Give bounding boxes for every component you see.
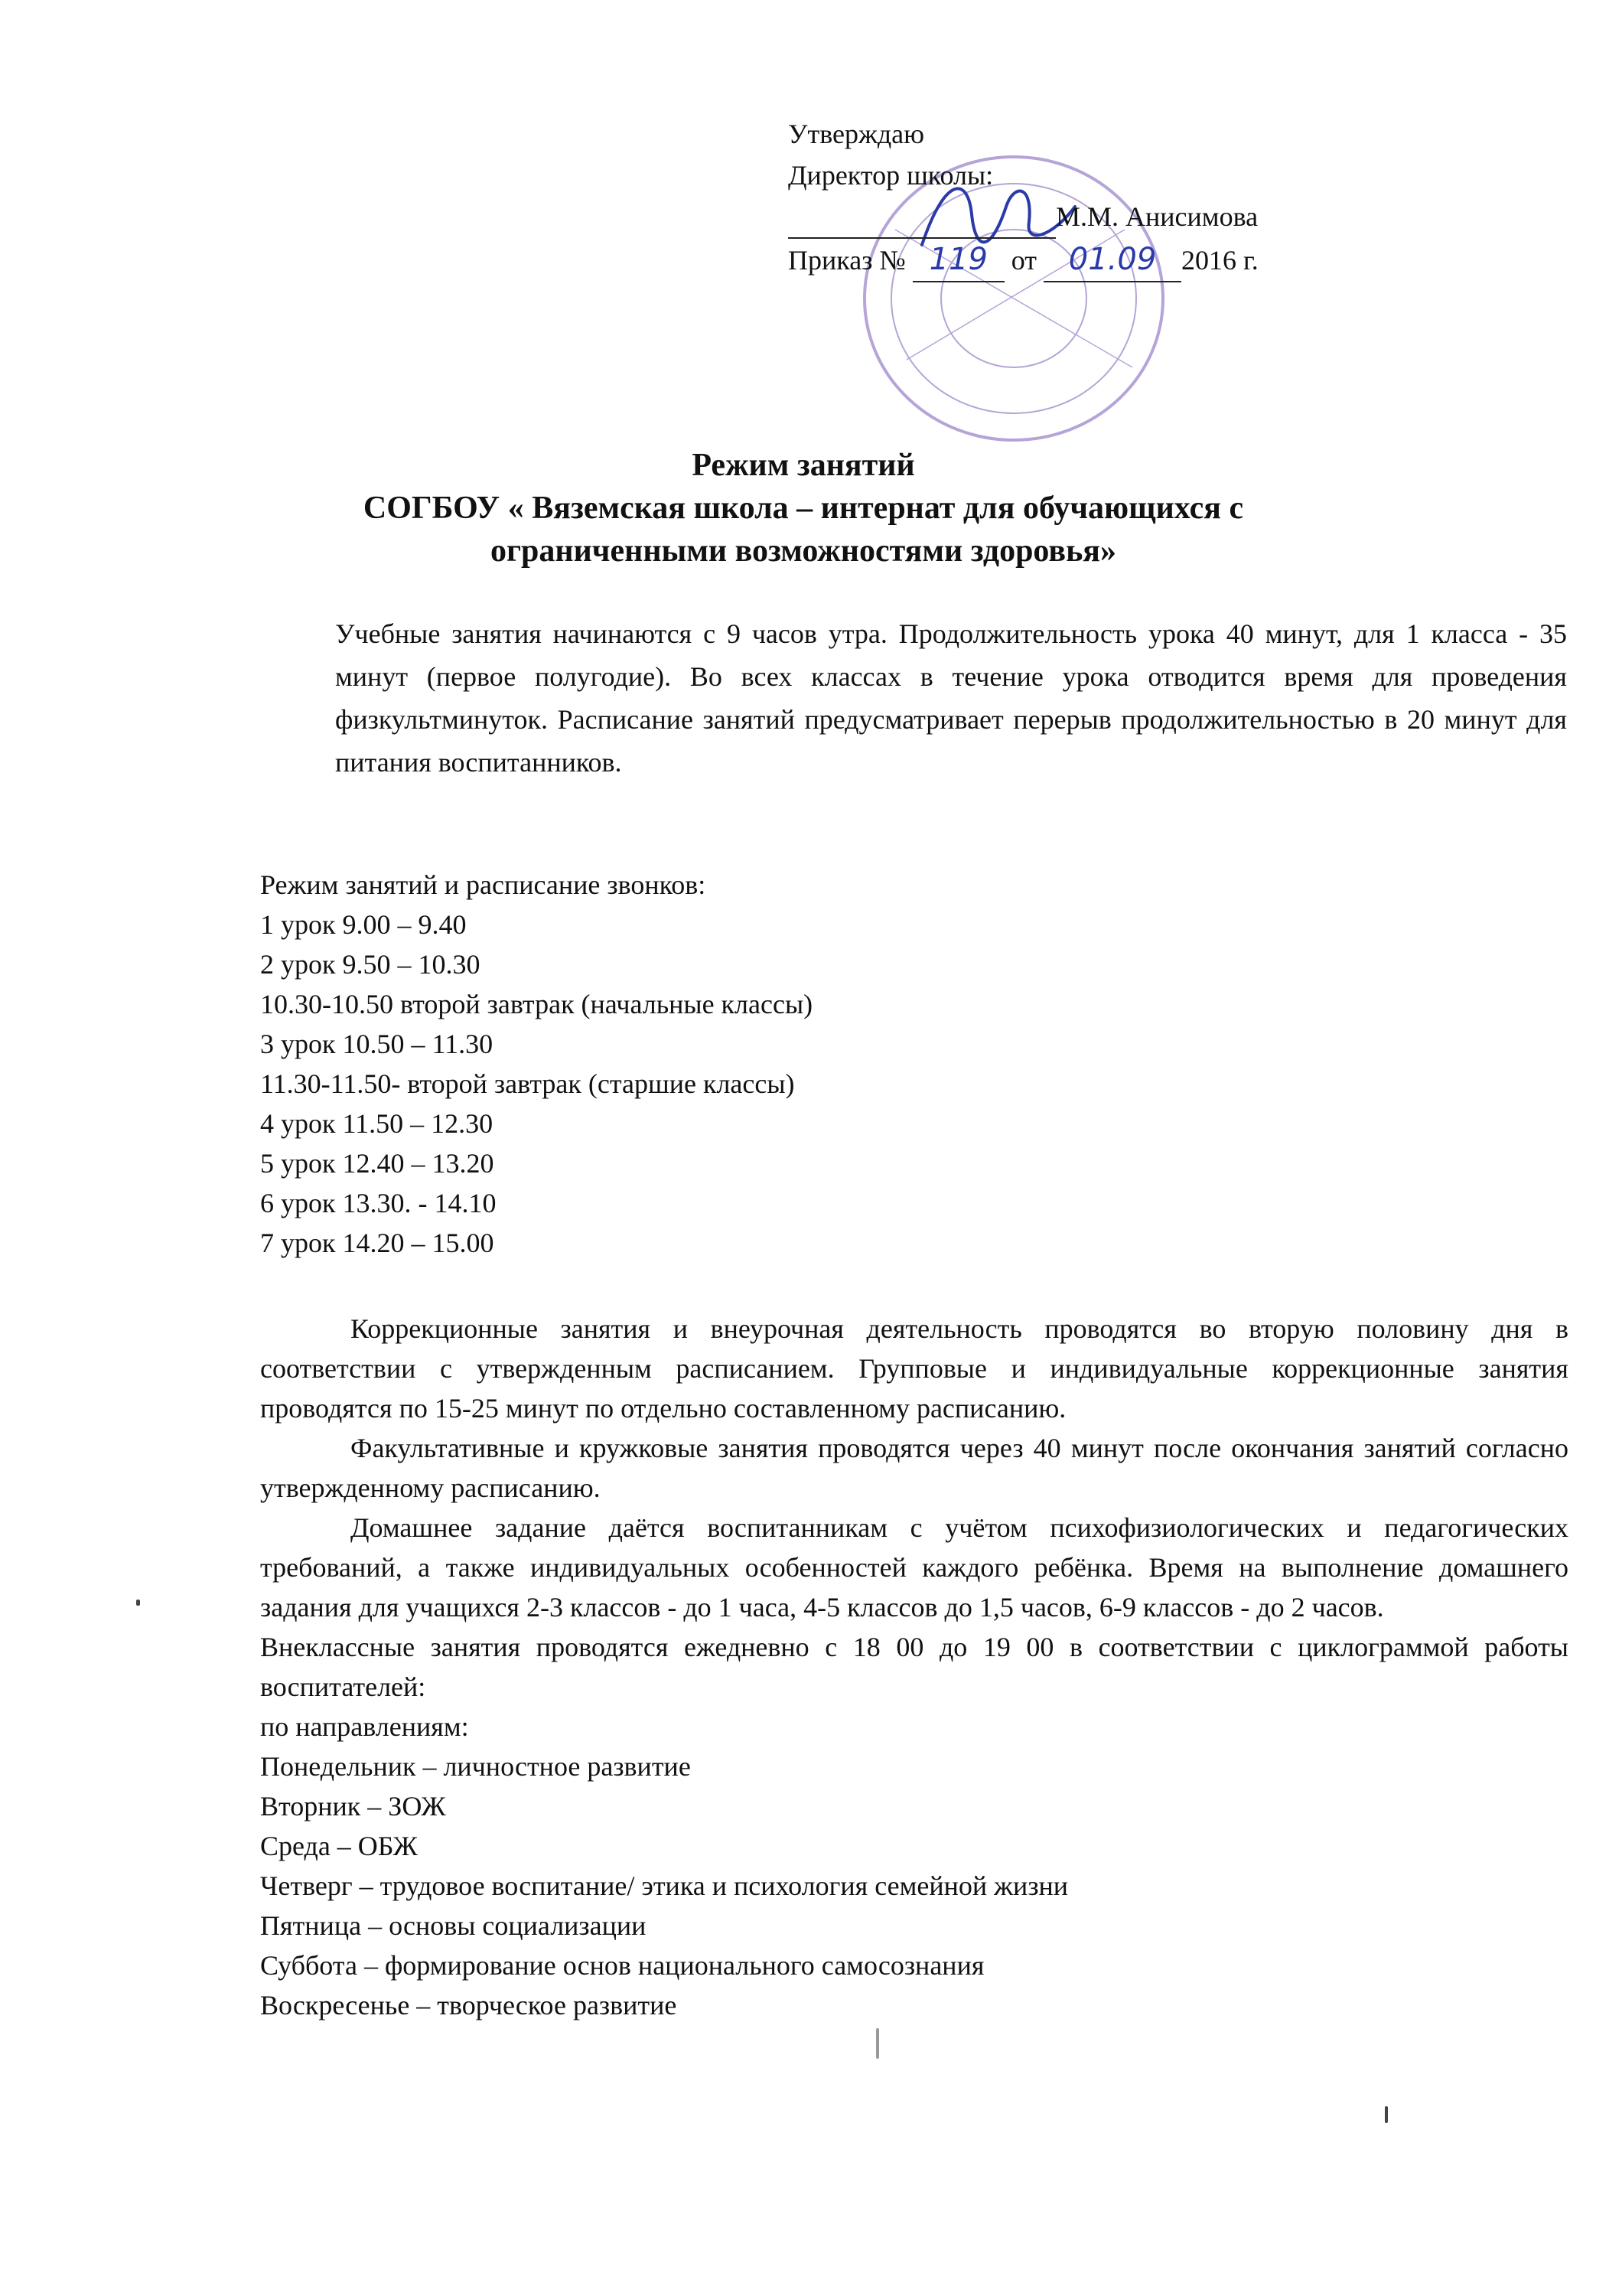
- weekday-directions-list: [260, 1746, 1568, 2025]
- order-date-field: [1044, 239, 1181, 282]
- weekday-item: Понедельник – личностное развитие: [260, 1751, 691, 1782]
- weekday-item: Вторник – ЗОЖ: [260, 1791, 446, 1821]
- weekday-item: Четверг – трудовое воспитание/ этика и психология семейной жизни: [260, 1870, 1069, 1901]
- approve-line: Утверждаю: [788, 119, 925, 149]
- title-line-3: ограниченными возможностями здоровья»: [490, 533, 1117, 569]
- director-name: М.М. Анисимова: [1056, 201, 1259, 232]
- bell-item: 7 урок 14.20 – 15.00: [260, 1228, 494, 1258]
- weekday-item: Воскресенье – творческое развитие: [260, 1990, 677, 2020]
- director-line: Директор школы:: [788, 160, 994, 191]
- order-date: 01.09: [1068, 242, 1157, 277]
- weekday-item: Суббота – формирование основ национального самосознания: [260, 1950, 985, 1981]
- order-number: 119: [929, 242, 988, 277]
- extracurricular-paragraph: Внеклассные занятия проводятся ежедневно с 18 00 до 19 00 в соответствии с циклограммой работы воспитателей:: [260, 1632, 1568, 1702]
- bell-item: 4 урок 11.50 – 12.30: [260, 1108, 493, 1139]
- correction-paragraph: Коррекционные занятия и внеурочная деятельность проводятся во вторую половину дня в соответствии с утвержденным расписанием. Групповые и индивидуальные коррекционные занятия проводятся по 15-25 минут по отдельно составленному расписанию.: [260, 1313, 1568, 1424]
- weekday-item: Пятница – основы социализации: [260, 1910, 647, 1941]
- intro-paragraph: Учебные занятия начинаются с 9 часов утра. Продолжительность урока 40 минут, для 1 класса - 35 минут (первое полугодие). Во всех классах в течение урока отводится время для проведения физкультминуток. Расписание занятий предусматривает перерыв продолжительностью в 20 минут для питания воспитанников.: [335, 618, 1567, 778]
- order-line: [788, 239, 1523, 282]
- bell-schedule-list: [260, 905, 813, 1263]
- homework-paragraph: Домашнее задание даётся воспитанникам с учётом психофизиологических и педагогических требований, а также индивидуальных особенностей каждого ребёнка. Время на выполнение домашнего задания для учащихся 2-3 классов - до 1 часа, 4-5 классов до 1,5 часов, 6-9 классов - до 2 часов.: [260, 1512, 1568, 1623]
- bell-item: 11.30-11.50- второй завтрак (старшие классы): [260, 1068, 795, 1099]
- bell-item: 6 урок 13.30. - 14.10: [260, 1188, 497, 1218]
- schedule-heading: Режим занятий и расписание звонков:: [260, 869, 706, 900]
- scan-speck: [136, 1600, 140, 1606]
- bell-item: 2 урок 9.50 – 10.30: [260, 949, 480, 980]
- scan-speck: [876, 2028, 879, 2059]
- directions-label: по направлениям:: [260, 1711, 469, 1742]
- order-number-field: [913, 239, 1005, 282]
- bell-item: 10.30-10.50 второй завтрак (начальные классы): [260, 989, 813, 1019]
- body-text: [260, 1309, 1568, 2025]
- title-line-2: СОГБОУ « Вяземская школа – интернат для обучающихся с: [363, 491, 1244, 526]
- order-label: Приказ №: [788, 245, 906, 276]
- scan-speck: [1385, 2106, 1388, 2123]
- weekday-item: Среда – ОБЖ: [260, 1831, 418, 1861]
- order-year: 2016 г.: [1181, 245, 1259, 276]
- title-line-1: Режим занятий: [692, 448, 915, 483]
- document-title: [230, 444, 1377, 572]
- electives-paragraph: Факультативные и кружковые занятия проводятся через 40 минут после окончания занятий согласно утвержденному расписанию.: [260, 1433, 1568, 1503]
- approval-block: [788, 113, 1523, 282]
- director-signature-line: [788, 196, 1523, 239]
- bell-item: 3 урок 10.50 – 11.30: [260, 1029, 493, 1059]
- bell-item: 1 урок 9.00 – 9.40: [260, 909, 467, 940]
- from-label: от: [1011, 245, 1037, 276]
- bell-item: 5 урок 12.40 – 13.20: [260, 1148, 494, 1179]
- signature-blank: [788, 196, 1056, 239]
